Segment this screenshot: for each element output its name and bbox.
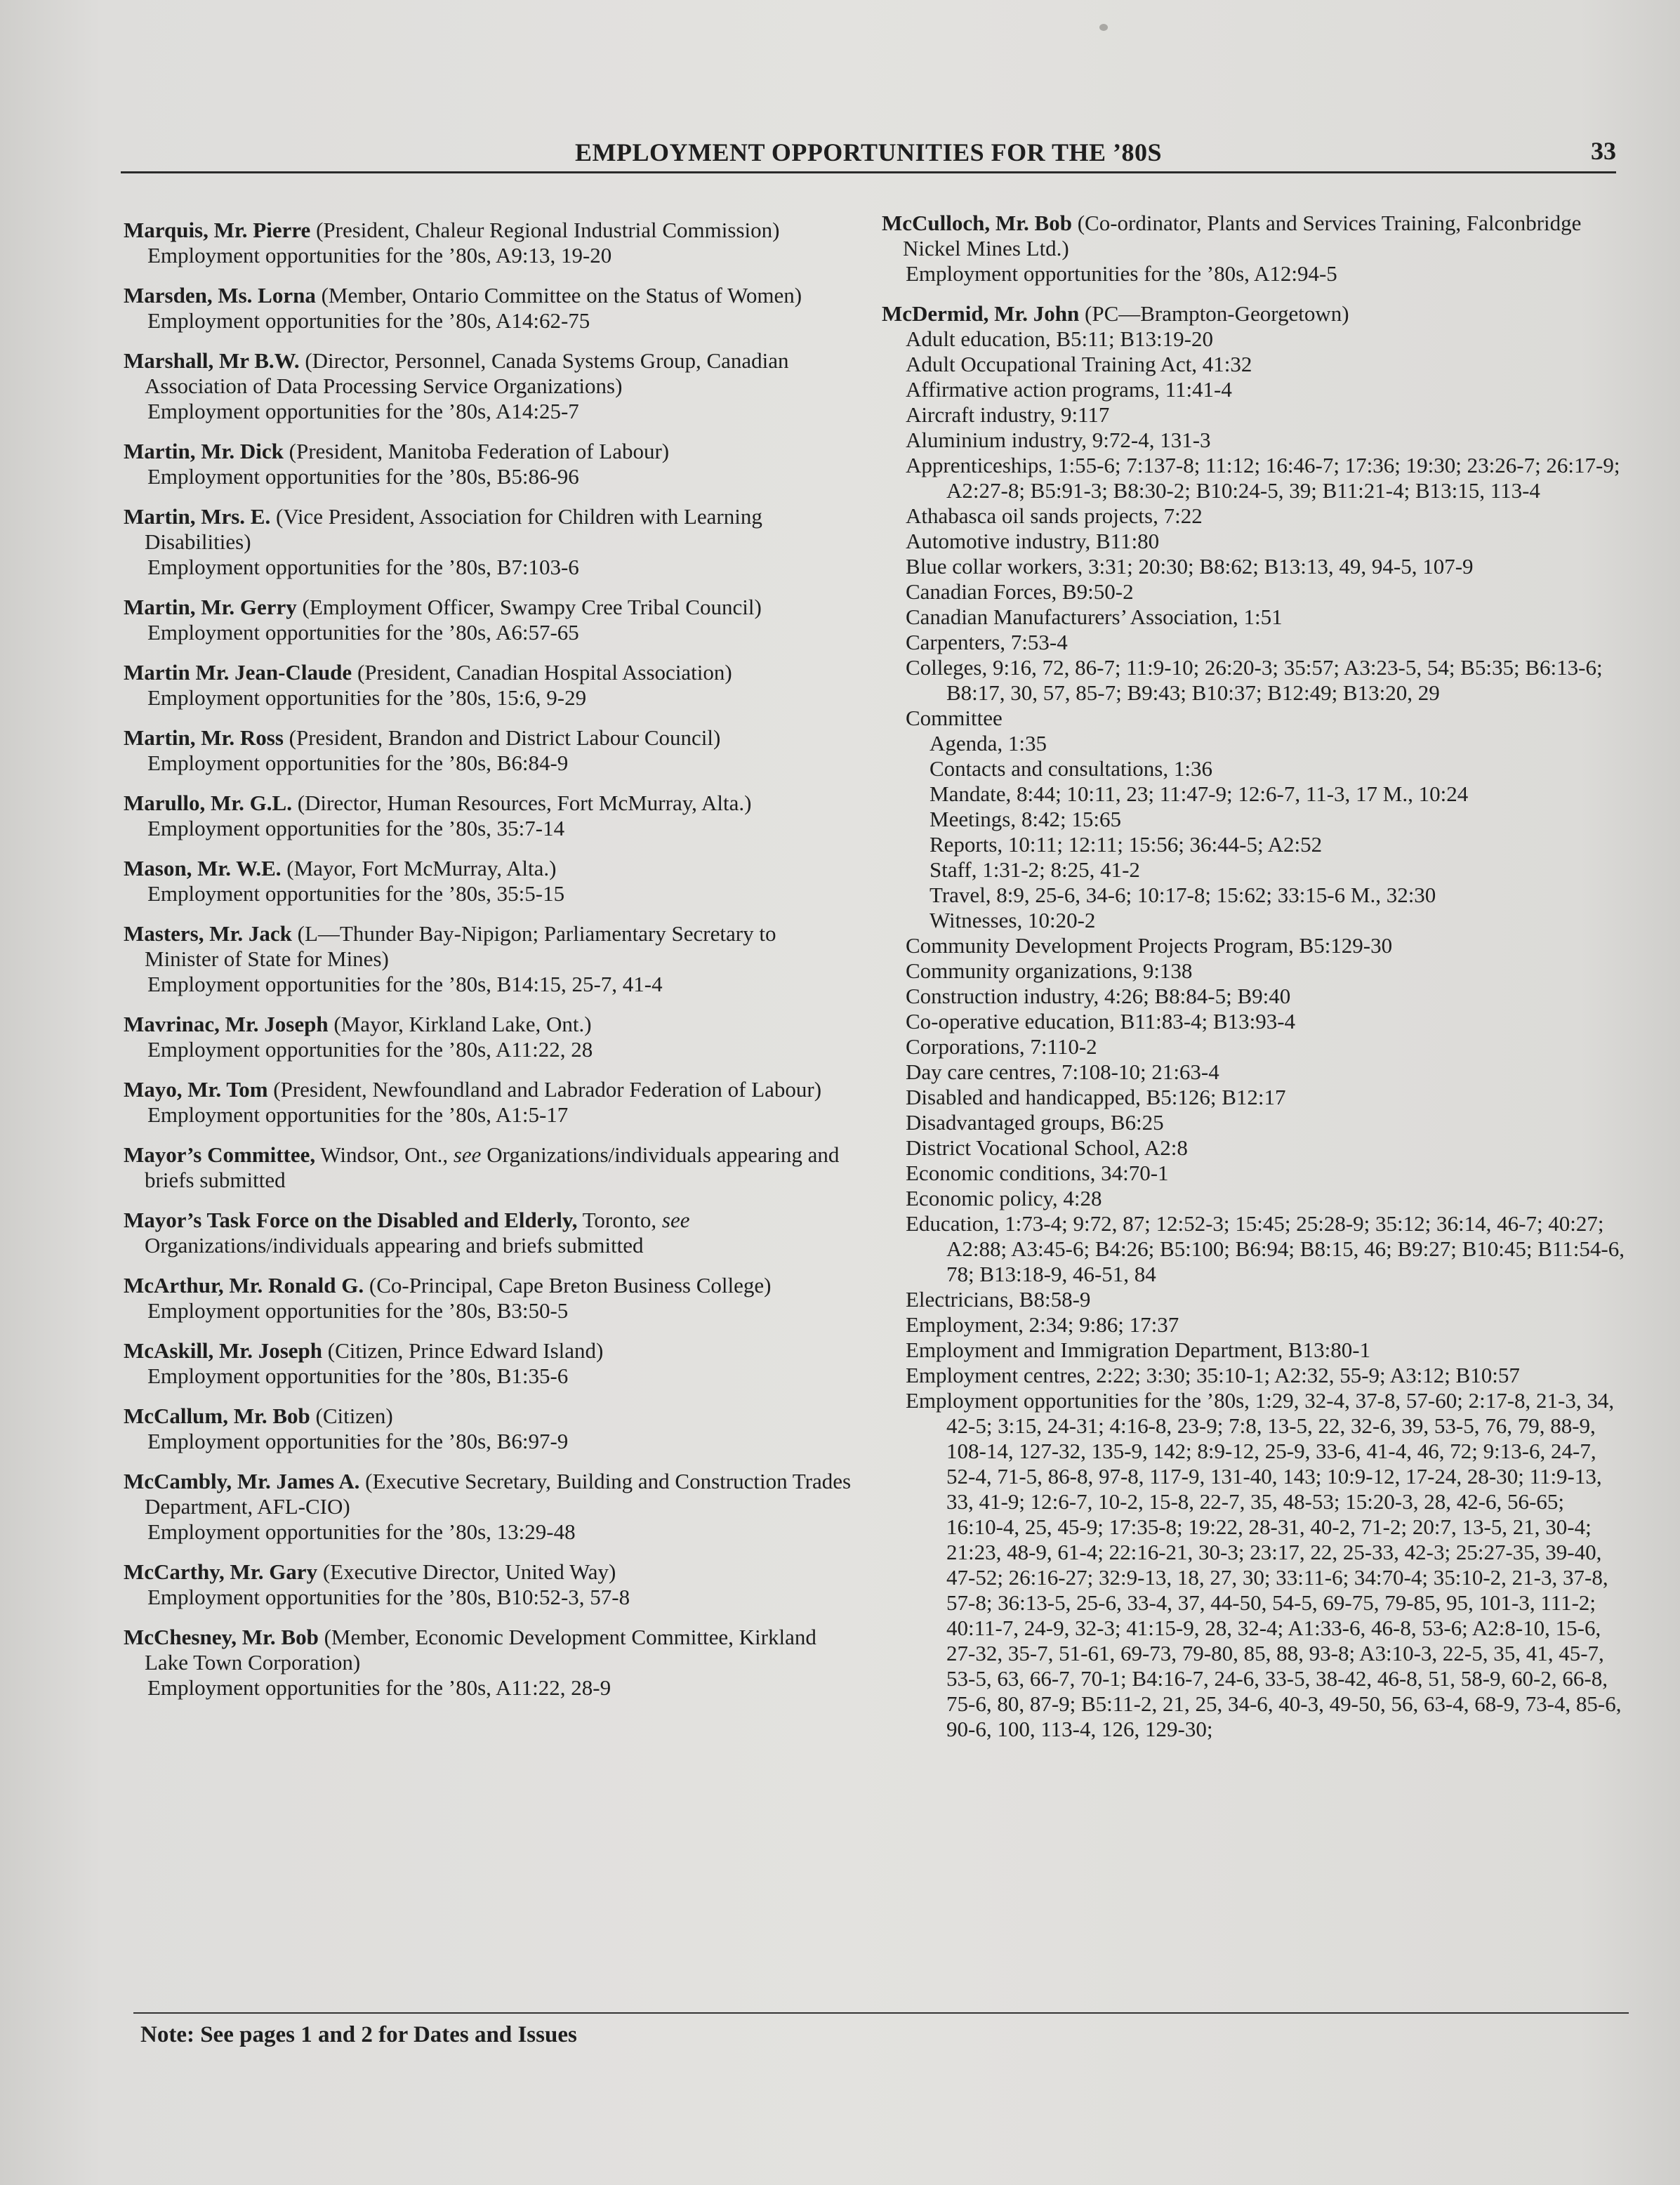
index-entry [124,1012,854,1062]
entry-name: Mayor’s Committee, [124,1142,316,1167]
entry-reference: Employment opportunities for the ’80s, A11:22, 28 [147,1037,593,1062]
entry-description: (President, Newfoundland and Labrador Federation of Labour) [267,1077,822,1102]
subject-item: Blue collar workers, 3:31; 20:30; B8:62; B13:13, 49, 94-5, 107-9 [906,554,1474,579]
page-header [121,135,1616,173]
entry-heading [124,791,854,816]
entry-description: (L—Thunder Bay-Nipigon; Parliamentary Secretary to Minister of State for Mines) [145,921,776,971]
index-entry [124,348,854,424]
entry-heading [882,211,1626,261]
entry-description: (Co-ordinator, Plants and Services Training, Falconbridge Nickel Mines Ltd.) [903,211,1582,260]
index-entry [124,439,854,489]
see-reference: see [661,1208,690,1232]
index-entry [124,1142,854,1193]
entry-name: Martin, Mr. Dick [124,439,284,463]
subject-item: Construction industry, 4:26; B8:84-5; B9:40 [906,984,1291,1008]
entry-name: McDermid, Mr. John [882,301,1080,326]
index-entry [124,504,854,580]
subject-item: Committee [906,706,1003,730]
entry-name: Masters, Mr. Jack [124,921,292,946]
entry-description: Windsor, Ont., [315,1142,454,1167]
entry-heading [882,301,1626,326]
subject-item: Corporations, 7:110-2 [906,1034,1097,1059]
index-entry-mcdermid [882,301,1626,1742]
entry-description: (Vice President, Association for Children with Learning Disabilities) [145,504,762,554]
committee-subject-list [882,731,1626,933]
entry-name: Mayo, Mr. Tom [124,1077,268,1102]
subject-item: Mandate, 8:44; 10:11, 23; 11:47-9; 12:6-7, 11-3, 17 M., 10:24 [930,781,1469,806]
entry-name: McCulloch, Mr. Bob [882,211,1072,235]
subject-item: District Vocational School, A2:8 [906,1135,1188,1160]
entry-name: McCambly, Mr. James A. [124,1469,360,1493]
entry-reference: Employment opportunities for the ’80s, B6:97-9 [147,1429,569,1453]
footer-rule [133,2012,1629,2014]
index-entry [124,1273,854,1323]
subject-item: Adult education, B5:11; B13:19-20 [906,326,1213,351]
entry-description: Toronto, [577,1208,662,1232]
entry-reference: Employment opportunities for the ’80s, 13:29-48 [147,1519,576,1544]
entry-heading [124,439,854,464]
entry-description: (Director, Personnel, Canada Systems Group, Canadian Association of Data Processing Service Organizations) [145,348,789,398]
entry-name: Marquis, Mr. Pierre [124,218,311,242]
entry-description: (Citizen) [310,1404,393,1428]
entry-heading [124,1559,854,1585]
entry-heading [124,218,854,243]
entry-name: McArthur, Mr. Ronald G. [124,1273,364,1298]
entry-heading [124,1142,854,1193]
entry-reference: Employment opportunities for the ’80s, B7:103-6 [147,555,579,579]
entry-reference: Employment opportunities for the ’80s, A14:62-75 [147,308,590,333]
index-entry [124,283,854,334]
paper-speck [1099,24,1108,31]
entry-description: (President, Canadian Hospital Association) [352,660,732,685]
entry-reference: Employment opportunities for the ’80s, B14:15, 25-7, 41-4 [147,972,663,996]
entry-name: Mayor’s Task Force on the Disabled and Elderly, [124,1208,578,1232]
entry-heading [124,856,854,881]
footer-note: Note: See pages 1 and 2 for Dates and Issues [140,2022,577,2047]
index-entry [124,1469,854,1545]
entry-description: (PC—Brampton-Georgetown) [1079,301,1349,326]
entry-description: (Co-Principal, Cape Breton Business College) [364,1273,772,1298]
subject-list [882,326,1626,731]
subject-item: Witnesses, 10:20-2 [930,908,1096,932]
subject-item: Contacts and consultations, 1:36 [930,756,1212,781]
entry-heading [124,1273,854,1298]
subject-item: Athabasca oil sands projects, 7:22 [906,503,1203,528]
entry-reference: Employment opportunities for the ’80s, A14:25-7 [147,399,579,423]
entry-heading [124,1077,854,1102]
index-entry [124,1404,854,1454]
entry-heading [124,283,854,308]
entry-name: Marullo, Mr. G.L. [124,791,292,815]
entry-description: (Executive Director, United Way) [317,1559,616,1584]
entry-name: Mason, Mr. W.E. [124,856,282,880]
subject-item: Economic policy, 4:28 [906,1186,1102,1210]
subject-item: Disabled and handicapped, B5:126; B12:17 [906,1085,1286,1109]
subject-item: Day care centres, 7:108-10; 21:63-4 [906,1060,1219,1084]
entry-reference: Employment opportunities for the ’80s, B5:86-96 [147,464,579,489]
entry-reference: Employment opportunities for the ’80s, 15:6, 9-29 [147,685,587,710]
entry-heading [124,348,854,399]
entry-heading [124,1625,854,1675]
subject-item: Canadian Forces, B9:50-2 [906,579,1134,604]
subject-item: Electricians, B8:58-9 [906,1287,1091,1312]
subject-item: Community organizations, 9:138 [906,958,1193,983]
subject-item: Automotive industry, B11:80 [906,529,1160,553]
entry-description: (President, Chaleur Regional Industrial Commission) [310,218,780,242]
entry-reference: Employment opportunities for the ’80s, B6:84-9 [147,751,569,775]
entry-heading [124,660,854,685]
index-entry [124,660,854,711]
subject-item: Community Development Projects Program, B5:129-30 [906,933,1393,958]
entry-description: (Member, Economic Development Committee, Kirkland Lake Town Corporation) [145,1625,816,1675]
subject-item: Co-operative education, B11:83-4; B13:93-4 [906,1009,1296,1034]
entry-name: Martin, Mrs. E. [124,504,271,529]
entry-description: (President, Brandon and District Labour Council) [283,725,721,750]
subject-item: Apprenticeships, 1:55-6; 7:137-8; 11:12; 16:46-7; 17:36; 19:30; 23:26-7; 26:17-9; A2:27-8; B5:91-3; B8:30-2; B10:24-5, 39; B11:21-4; B13:15, 113-4 [906,453,1620,503]
entry-name: McChesney, Mr. Bob [124,1625,319,1649]
entry-name: Martin, Mr. Ross [124,725,284,750]
subject-item: Employment opportunities for the ’80s, 1:29, 32-4, 37-8, 57-60; 2:17-8, 21-3, 34, 42-5; 3:15, 24-31; 4:16-8, 23-9; 7:8, 13-5, 22, 32-6, 39, 53-5, 76, 79, 88-9, 108-14, 127-32, 135-9, 142; 8:9-12, 25-9, 33-6, 41-4, 46, 72; 9:13-6, 24-7, 52-4, 71-5, 86-8, 97-8, 117-9, 131-40, 143; 10:9-12, 17-24, 28-30; 11:9-13, 33, 41-9; 12:6-7, 10-2, 15-8, 22-7, 35, 48-53; 15:20-3, 28, 42-6, 56-65; 16:10-4, 25, 45-9; 17:35-8; 19:22, 28-31, 40-2, 71-2; 20:7, 13-5, 21, 30-4; 21:23, 48-9, 61-4; 22:16-21, 30-3; 23:17, 22, 25-33, 42-3; 25:27-35, 39-40, 47-52; 26:16-27; 32:9-13, 18, 27, 30; 33:11-6; 34:70-4; 35:10-2, 21-3, 37-8, 57-8; 36:13-5, 25-6, 33-4, 37, 44-50, 54-5, 69-75, 79-85, 95, 101-3, 111-2; 40:11-7, 24-9, 32-3; 41:15-9, 28, 32-4; A1:33-6, 46-8, 53-6; A2:8-10, 15-6, 27-32, 35-7, 51-61, 69-73, 79-80, 85, 88, 93-8; A3:10-3, 22-5, 35, 41, 45-7, 53-5, 63, 66-7, 70-1; B4:16-7, 24-6, 33-5, 38-42, 46-8, 51, 58-9, 60-2, 66-8, 75-6, 80, 87-9; B5:11-2, 21, 25, 34-6, 40-3, 49-50, 56, 63-4, 68-9, 73-4, 85-6, 90-6, 100, 113-4, 126, 129-30; [906,1388,1622,1741]
subject-item: Employment centres, 2:22; 3:30; 35:10-1; A2:32, 55-9; A3:12; B10:57 [906,1363,1520,1387]
entry-name: Marshall, Mr B.W. [124,348,300,373]
entry-reference: Employment opportunities for the ’80s, A11:22, 28-9 [147,1675,611,1700]
subject-item: Disadvantaged groups, B6:25 [906,1110,1164,1135]
entry-reference: Employment opportunities for the ’80s, B1:35-6 [147,1364,569,1388]
subject-item: Staff, 1:31-2; 8:25, 41-2 [930,857,1140,882]
see-reference: see [453,1142,482,1167]
entry-name: Martin Mr. Jean-Claude [124,660,352,685]
entry-name: Marsden, Ms. Lorna [124,283,316,308]
index-entry [124,1077,854,1128]
subject-item: Adult Occupational Training Act, 41:32 [906,352,1252,376]
entry-name: McCallum, Mr. Bob [124,1404,310,1428]
right-column [882,211,1626,1757]
subject-item: Employment, 2:34; 9:86; 17:37 [906,1312,1179,1337]
entry-heading [124,595,854,620]
entry-reference: Employment opportunities for the ’80s, 35:7-14 [147,816,565,840]
entry-description: (President, Manitoba Federation of Labour) [283,439,670,463]
subject-list-continued [882,933,1626,1742]
subject-item: Canadian Manufacturers’ Association, 1:51 [906,605,1283,629]
entry-reference: Employment opportunities for the ’80s, B10:52-3, 57-8 [147,1585,630,1609]
entry-reference: Employment opportunities for the ’80s, A12:94-5 [906,261,1337,286]
entry-reference: Employment opportunities for the ’80s, B3:50-5 [147,1298,569,1323]
subject-item: Economic conditions, 34:70-1 [906,1161,1169,1185]
index-entry [124,1625,854,1701]
entry-description: (Director, Human Resources, Fort McMurray, Alta.) [291,791,752,815]
entry-description: (Citizen, Prince Edward Island) [322,1338,604,1363]
index-entry [124,1559,854,1610]
entry-reference: Employment opportunities for the ’80s, A6:57-65 [147,620,579,645]
subject-item: Education, 1:73-4; 9:72, 87; 12:52-3; 15:45; 25:28-9; 35:12; 36:14, 46-7; 40:27; A2:88; A3:45-6; B4:26; B5:100; B6:94; B8:15, 46; B9:27; B10:45; B11:54-6, 78; B13:18-9, 46-51, 84 [906,1211,1625,1286]
entry-description-continued: Organizations/individuals appearing and briefs submitted [145,1142,840,1192]
entry-heading [124,1012,854,1037]
entry-heading [124,1208,854,1258]
entry-description: (Member, Ontario Committee on the Status of Women) [315,283,802,308]
entry-heading [124,1404,854,1429]
entry-heading [124,921,854,972]
entry-description: (Employment Officer, Swampy Cree Tribal Council) [296,595,762,619]
index-entry [124,856,854,906]
subject-item: Agenda, 1:35 [930,731,1047,755]
index-entry [124,791,854,841]
index-entry [882,211,1626,286]
index-entry [124,1208,854,1258]
entry-name: McCarthy, Mr. Gary [124,1559,318,1584]
entry-reference: Employment opportunities for the ’80s, 35:5-15 [147,881,565,906]
entry-description: (Mayor, Fort McMurray, Alta.) [281,856,557,880]
entry-name: Martin, Mr. Gerry [124,595,297,619]
page-title: EMPLOYMENT OPPORTUNITIES FOR THE ’80S [574,138,1162,166]
entry-reference: Employment opportunities for the ’80s, A1:5-17 [147,1102,569,1127]
subject-item: Meetings, 8:42; 15:65 [930,807,1121,831]
entry-description: (Mayor, Kirkland Lake, Ont.) [328,1012,592,1036]
entry-reference: Employment opportunities for the ’80s, A9:13, 19-20 [147,243,612,268]
subject-item: Aircraft industry, 9:117 [906,402,1110,427]
entry-heading [124,1338,854,1364]
index-entry [124,921,854,997]
left-column [124,218,854,1715]
index-entry [124,1338,854,1389]
subject-item: Reports, 10:11; 12:11; 15:56; 36:44-5; A2:52 [930,832,1323,857]
index-entry [124,218,854,268]
subject-item: Affirmative action programs, 11:41-4 [906,377,1232,402]
entry-description: (Executive Secretary, Building and Construction Trades Department, AFL-CIO) [145,1469,852,1519]
subject-item: Employment and Immigration Department, B13:80-1 [906,1338,1371,1362]
subject-item: Aluminium industry, 9:72-4, 131-3 [906,428,1211,452]
index-entry [124,725,854,776]
entry-heading [124,1469,854,1519]
entry-description-continued: Organizations/individuals appearing and briefs submitted [145,1233,644,1257]
index-entry [124,595,854,645]
page-number: 33 [1591,137,1616,165]
entry-name: Mavrinac, Mr. Joseph [124,1012,329,1036]
entry-heading [124,725,854,751]
entry-name: McAskill, Mr. Joseph [124,1338,323,1363]
subject-item: Carpenters, 7:53-4 [906,630,1068,654]
entry-heading [124,504,854,555]
subject-item: Travel, 8:9, 25-6, 34-6; 10:17-8; 15:62; 33:15-6 M., 32:30 [930,883,1436,907]
subject-item: Colleges, 9:16, 72, 86-7; 11:9-10; 26:20-3; 35:57; A3:23-5, 54; B5:35; B6:13-6; B8:17, 30, 57, 85-7; B9:43; B10:37; B12:49; B13:20, 29 [906,655,1603,705]
